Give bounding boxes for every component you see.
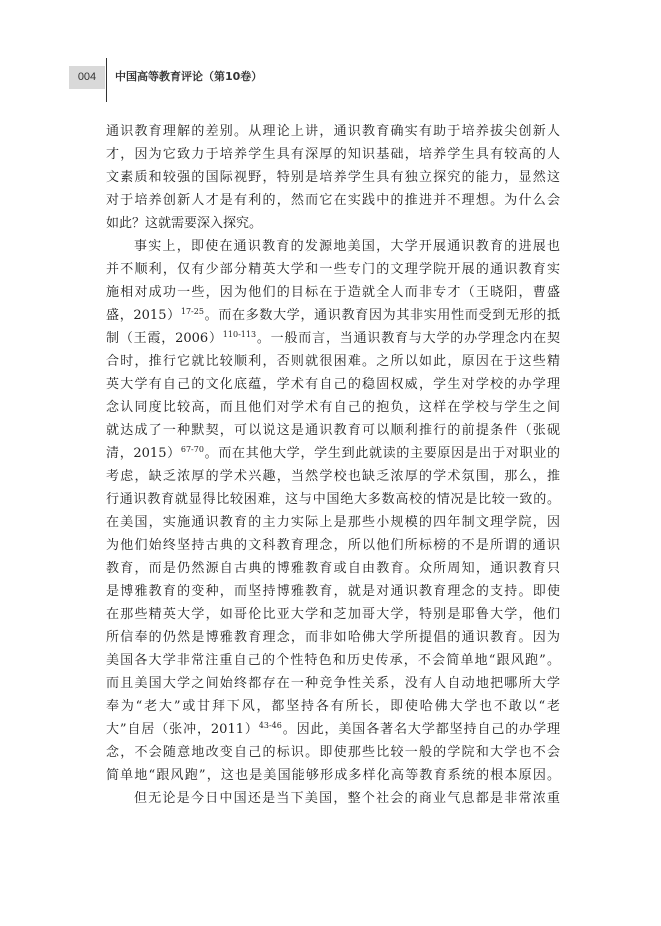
line-text: 。因此，美国各著名大学都坚持自己的办学理: [281, 722, 560, 737]
line-text: 而且美国大学之间始终都存在一种竞争性关系，没有人自动地把哪所大学: [106, 676, 560, 691]
line-text: 并不顺利，仅有少部分精英大学和一些专门的文理学院开展的通识教育实: [106, 262, 560, 277]
text-line: [106, 442, 560, 465]
text-line: [106, 166, 560, 189]
line-text: 但无论是今日中国还是当下美国，整个社会的商业气息都是非常浓重: [134, 791, 560, 806]
line-text: 对于培养创新人才是有利的，然而它在实践中的推进并不理想。为什么会: [106, 193, 560, 208]
text-line: [106, 488, 560, 511]
text-line: [106, 672, 560, 695]
line-text: 清，2015）: [106, 446, 181, 461]
line-text: 就达成了一种默契，可以说这是通识教育可以顺利推行的前提条件（张砚: [106, 423, 560, 438]
line-text: 所信奉的仍然是博雅教育理念，而非如哈佛大学所提倡的通识教育。因为: [106, 630, 560, 645]
header-divider: [106, 58, 107, 102]
line-text: 文素质和较强的国际视野，特别是培养学生具有独立探究的能力，显然这: [106, 170, 560, 185]
line-text: 在美国，实施通识教育的主力实际上是那些小规模的四年制文理学院，因: [106, 515, 560, 530]
text-line: [106, 143, 560, 166]
line-text: 为他们始终坚持古典的文科教育理念，所以他们所标榜的不是所谓的通识: [106, 538, 560, 553]
text-line: [106, 189, 560, 212]
citation-pages: 110-113: [222, 330, 257, 339]
line-text: 是博雅教育的变种，而坚持博雅教育，就是对通识教育理念的支持。即使: [106, 584, 560, 599]
line-text: 奉为“老大”或甘拜下风，都坚持各有所长，即使哈佛大学也不敢以“老: [106, 699, 560, 714]
line-text: 盛，2015）: [106, 308, 181, 323]
body-text: [106, 120, 560, 810]
text-line: [106, 511, 560, 534]
citation-pages: 67-70: [180, 445, 204, 454]
paragraph: [106, 235, 560, 787]
line-text: 英大学有自己的文化底蕴，学术有自己的稳固权威，学生对学校的办学理: [106, 377, 560, 392]
running-title: 中国高等教育评论（第10卷）: [115, 70, 263, 83]
line-text: 。一般而言，当通识教育与大学的办学理念内在契: [256, 331, 560, 346]
line-text: 教育，而是仍然源自古典的博雅教育或自由教育。众所周知，通识教育只: [106, 561, 560, 576]
text-line: [106, 741, 560, 764]
text-line: [106, 281, 560, 304]
text-line: [106, 718, 560, 741]
line-text: 大”自居（张冲，2011）: [106, 722, 259, 737]
text-line: [106, 419, 560, 442]
line-text: 。而在多数大学，通识教育因为其非实用性而受到无形的抵: [203, 308, 560, 323]
line-text: 。而在其他大学，学生到此就读的主要原因是出于对职业的: [203, 446, 560, 461]
text-line: [106, 580, 560, 603]
line-text: 制（王霞，2006）: [106, 331, 223, 346]
line-text: 如此？这就需要深入探究。: [106, 216, 263, 231]
line-text: 通识教育理解的差别。从理论上讲，通识教育确实有助于培养拔尖创新人: [106, 124, 560, 139]
text-line: [106, 258, 560, 281]
text-line: [106, 304, 560, 327]
text-line: [106, 534, 560, 557]
paragraph: [106, 787, 560, 810]
text-line: [106, 557, 560, 580]
text-line: [106, 603, 560, 626]
text-line: [106, 465, 560, 488]
text-line: [106, 350, 560, 373]
text-line: [106, 787, 560, 810]
page-number: 004: [69, 66, 105, 89]
line-text: 才，因为它致力于培养学生具有深厚的知识基础，培养学生具有较高的人: [106, 147, 560, 162]
line-text: 念，不会随意地改变自己的标识。即使那些比较一般的学院和大学也不会: [106, 745, 560, 760]
line-text: 简单地“跟风跑”，这也是美国能够形成多样化高等教育系统的根本原因。: [106, 768, 560, 783]
citation-pages: 17-25: [180, 307, 204, 316]
text-line: [106, 695, 560, 718]
text-line: [106, 396, 560, 419]
line-text: 在那些精英大学，如哥伦比亚大学和芝加哥大学，特别是耶鲁大学，他们: [106, 607, 560, 622]
text-line: [106, 626, 560, 649]
text-line: [106, 764, 560, 787]
line-text: 事实上，即使在通识教育的发源地美国，大学开展通识教育的进展也: [134, 239, 560, 254]
line-text: 念认同度比较高，而且他们对学术有自己的抱负，这样在学校与学生之间: [106, 400, 560, 415]
text-line: [106, 649, 560, 672]
text-line: [106, 327, 560, 350]
text-line: [106, 212, 560, 235]
line-text: 合时，推行它就比较顺利，否则就很困难。之所以如此，原因在于这些精: [106, 354, 560, 369]
paragraph: [106, 120, 560, 235]
line-text: 行通识教育就显得比较困难，这与中国绝大多数高校的情况是比较一致的。: [106, 492, 560, 507]
line-text: 美国各大学非常注重自己的个性特色和历史传承，不会简单地“跟风跑”。: [106, 653, 560, 668]
text-line: [106, 120, 560, 143]
line-text: 施相对成功一些，因为他们的目标在于造就全人而非专才（王晓阳，曹盛: [106, 285, 560, 300]
text-line: [106, 235, 560, 258]
text-line: [106, 373, 560, 396]
line-text: 考虑，缺乏浓厚的学术兴趣，当然学校也缺乏浓厚的学术氛围，那么，推: [106, 469, 560, 484]
citation-pages: 43-46: [258, 721, 282, 730]
